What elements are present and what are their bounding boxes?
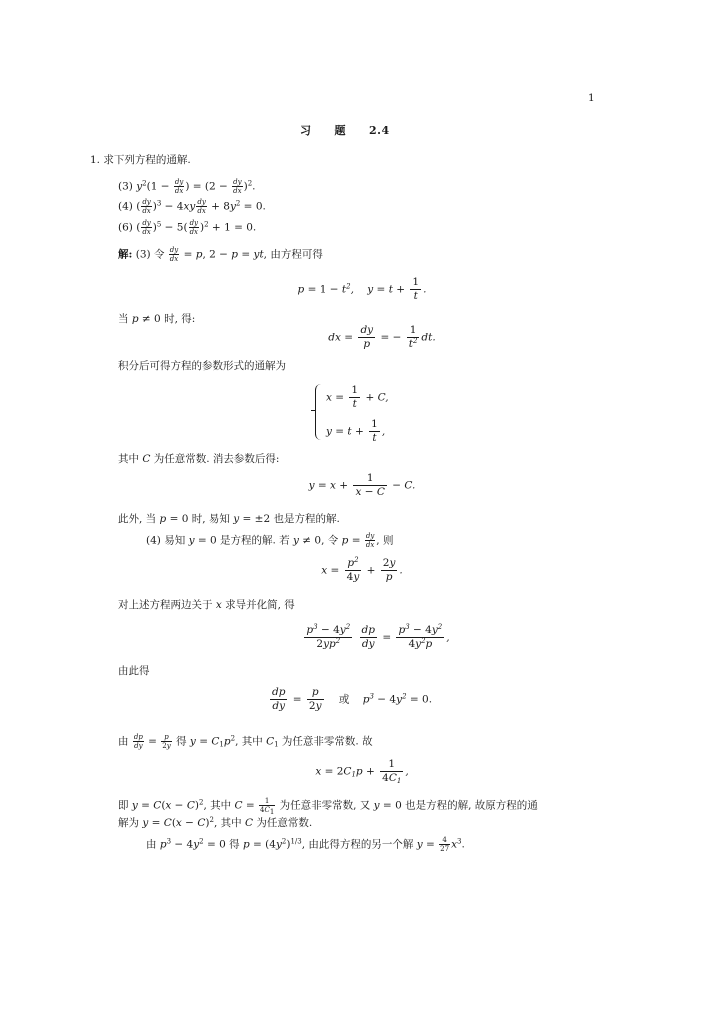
solution-line-21: 由 $p^3 - 4y^2 = 0$ 得 $p = (4y^2)^{1/3}$, 由此得方程的另一个解 y = $\frac{4}{27}$ $x^3$. (146, 836, 465, 853)
equation-general-3: y = x + $\frac{1}{x - C}$ − C. (308, 472, 416, 498)
solution-line-1: 解: (3) 令 $\frac{dy}{dx}$ = p, 2 − p = yt, 由方程可得 (118, 246, 323, 263)
problem-item-6: (6) ( $\frac{dy}{dx}$ )$^5$ − 5( $\frac{dy}{dx}$ )$^2$ + 1 = 0. (118, 219, 257, 236)
system-brace (315, 384, 324, 440)
equation-param-x: x = $\frac{1}{t}$ + C, (326, 384, 389, 410)
solution-line-3: 当 p ≠ 0 时, 得: (118, 313, 196, 325)
system-brace-tip (311, 410, 316, 413)
page-title: 习 题 2.4 (300, 124, 390, 137)
problem-item-4: (4) ( $\frac{dy}{dx}$ )$^3$ − 4xy $\frac{dy}{dx}$ + $8y^2 = 0$. (118, 198, 266, 215)
equation-param-y: y = t + $\frac{1}{t}$ , (326, 418, 386, 444)
solution-label: 解: (118, 248, 133, 261)
equation-dx: dx = $\frac{dy}{p}$ = − $\frac{1}{t^2}$ dt. (328, 324, 436, 350)
solution-line-19: 即 $y = C(x - C)^2$, 其中 C = $\frac{1}{4C_1}$ 为任意非零常数, 又 y = 0 也是方程的解, 故原方程的通 (118, 797, 538, 816)
solution-line-10: 此外, 当 p = 0 时, 易知 y = ±2 也是方程的解. (118, 513, 340, 525)
solution-line-5: 积分后可得方程的参数形式的通解为 (118, 360, 286, 372)
equation-dp-dy: $\frac{dp}{dy}$ = $\frac{p}{2y}$ 或 $p^3 - 4y^2 = 0$. (271, 686, 433, 712)
solution-line-13: 对上述方程两边关于 x 求导并化简, 得 (118, 599, 295, 611)
equation-derivative: $\frac{p^3 - 4y^2}{2yp^2}$ $\frac{dp}{dy}$ = $\frac{p^3 - 4y^2}{4y^2p}$ , (306, 623, 450, 650)
equation-p-y-param: $p = 1 - t^2$, y = t + $\frac{1}{t}$ . (297, 276, 427, 302)
equation-x-C1: $x = 2C_1p$ + $\frac{1}{4C_1}$ , (315, 758, 409, 785)
solution-line-17: 由 $\frac{dp}{dy}$ = $\frac{p}{2y}$ 得 $y = C_1p^2$, 其中 $C_1$ 为任意非零常数. 故 (118, 733, 373, 750)
solution-line-8: 其中 C 为任意常数. 消去参数后得: (118, 453, 280, 465)
equation-x-of-p: x = $\frac{p^2}{4y}$ + $\frac{2y}{p}$ . (321, 556, 403, 583)
page-number: 1 (588, 92, 595, 104)
problem-statement: 1. 求下列方程的通解. (90, 154, 191, 166)
solution-line-11: (4) 易知 y = 0 是方程的解. 若 y ≠ 0, 令 p = $\frac{dy}{dx}$ , 则 (146, 532, 394, 549)
solution-line-15: 由此得 (118, 665, 150, 677)
problem-item-3: (3) $y^2(1$ − $\frac{dy}{dx}$ ) = (2 − $\frac{dy}{dx}$ )$^2$. (118, 178, 256, 195)
solution-line-20: 解为 $y = C(x - C)^2$, 其中 C 为任意常数. (118, 816, 313, 829)
